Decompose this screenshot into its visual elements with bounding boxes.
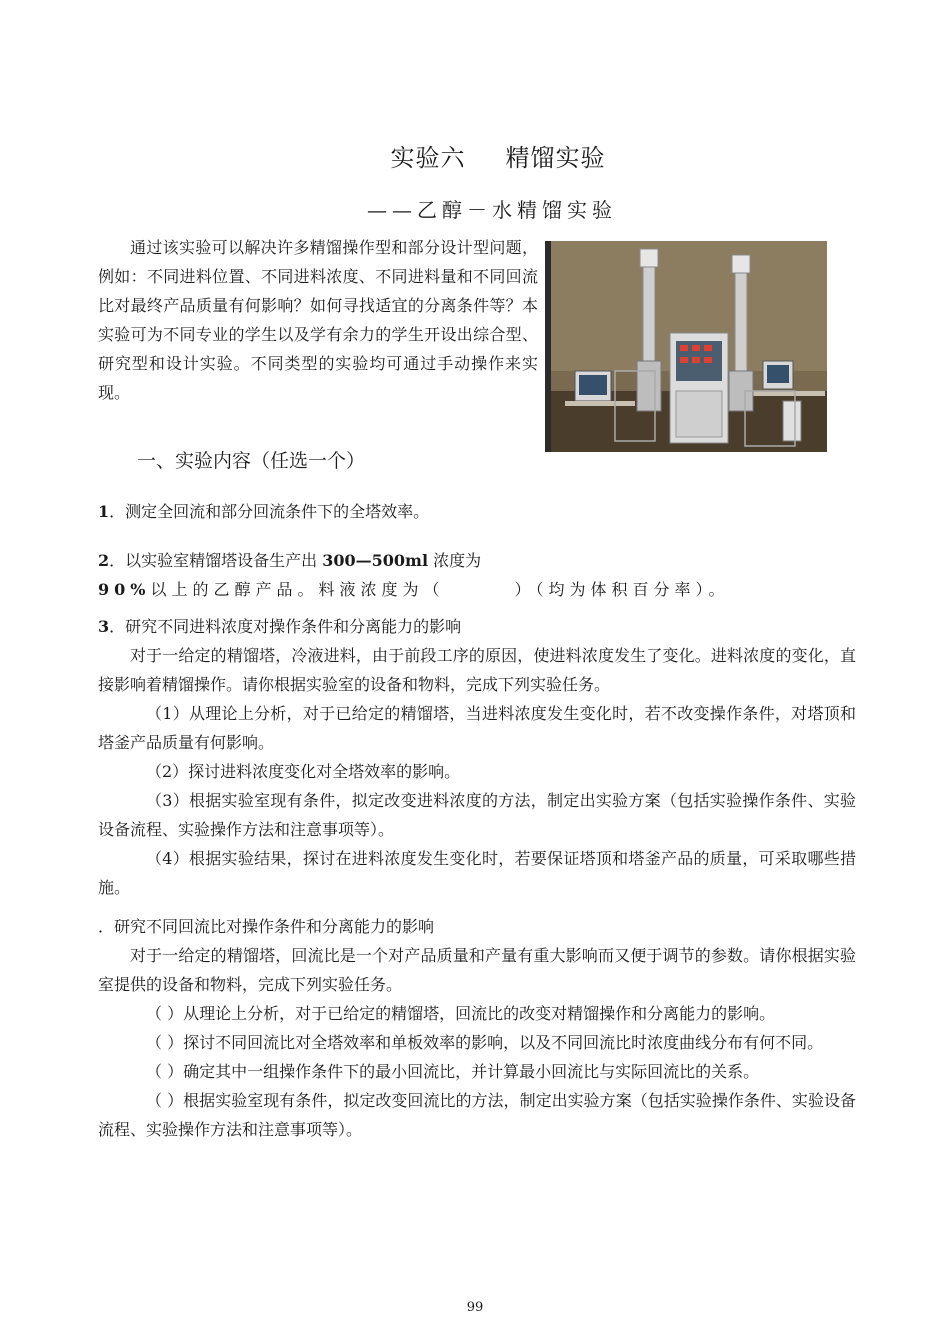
item-2-text-c: 以上的乙醇产品。料液浓度为（ bbox=[150, 580, 445, 599]
intro-paragraph bbox=[98, 233, 538, 407]
title-part1: 实验六 bbox=[390, 144, 466, 172]
item-2 bbox=[98, 546, 856, 604]
item-3-title: ．研究不同进料浓度对操作条件和分离能力的影响 bbox=[109, 617, 462, 636]
item-1 bbox=[98, 497, 856, 526]
item-4 bbox=[98, 912, 856, 1144]
section-heading-experiment-content: 一、实验内容（任选一个） bbox=[137, 450, 366, 472]
item-4-task-1: （ ）从理论上分析，对于已给定的精馏塔，回流比的改变对精馏操作和分离能力的影响。 bbox=[146, 1004, 776, 1023]
item-3-task-4: （4）根据实验结果，探讨在进料浓度发生变化时，若要保证塔顶和塔釜产品的质量，可采取哪些措施。 bbox=[98, 849, 856, 897]
item-1-text: ．测定全回流和部分回流条件下的全塔效率。 bbox=[109, 502, 430, 521]
item-4-title: ．研究不同回流比对操作条件和分离能力的影响 bbox=[98, 917, 435, 936]
item-3-description: 对于一给定的精馏塔，冷液进料，由于前段工序的原因，使进料浓度发生了变化。进料浓度的变化，直接影响着精馏操作。请你根据实验室的设备和物料，完成下列实验任务。 bbox=[98, 646, 856, 694]
item-2-volume: 300—500ml bbox=[322, 551, 429, 570]
item-4-task-4: （ ）根据实验室现有条件，拟定改变回流比的方法，制定出实验方案（包括实验操作条件、实验设备流程、实验操作方法和注意事项等）。 bbox=[98, 1091, 856, 1139]
item-4-description: 对于一给定的精馏塔，回流比是一个对产品质量和产量有重大影响而又便于调节的参数。请你根据实验室提供的设备和物料，完成下列实验任务。 bbox=[98, 946, 856, 994]
item-3-task-2: （2）探讨进料浓度变化对全塔效率的影响。 bbox=[146, 762, 461, 781]
item-2-text-b: 浓度为 bbox=[428, 551, 482, 570]
item-2-text-d: ）（均为体积百分率）。 bbox=[514, 580, 730, 599]
item-2-text-a: ．以实验室精馏塔设备生产出 bbox=[109, 551, 323, 570]
item-2-number: 2 bbox=[98, 551, 110, 570]
intro-text: 通过该实验可以解决许多精馏操作型和部分设计型问题，例如：不同进料位置、不同进料浓度、不同进料量和不同回流比对最终产品质量有何影响？如何寻找适宜的分离条件等？本实验可为不同专业的学生以及学有余力的学生开设出综合型、研究型和设计实验。不同类型的实验均可通过手动操作来实现。 bbox=[98, 238, 538, 402]
distillation-equipment-photo bbox=[545, 241, 827, 452]
item-4-task-2: （ ）探讨不同回流比对全塔效率和单板效率的影响，以及不同回流比时浓度曲线分布有何不同。 bbox=[146, 1033, 824, 1052]
item-2-percent: 90% bbox=[98, 580, 151, 599]
page-title bbox=[0, 138, 950, 173]
page-number: 99 bbox=[466, 1300, 484, 1315]
item-3-task-3: （3）根据实验室现有条件，拟定改变进料浓度的方法，制定出实验方案（包括实验操作条件、实验设备流程、实验操作方法和注意事项等）。 bbox=[98, 791, 856, 839]
item-3 bbox=[98, 612, 856, 902]
title-part2: 精馏实验 bbox=[505, 144, 606, 172]
item-1-number: 1 bbox=[98, 502, 110, 521]
item-3-task-1: （1）从理论上分析，对于已给定的精馏塔，当进料浓度发生变化时，若不改变操作条件，对塔顶和塔釜产品质量有何影响。 bbox=[98, 704, 856, 752]
page-subtitle: ——乙醇－水精馏实验 bbox=[367, 198, 617, 222]
item-3-number: 3 bbox=[98, 617, 110, 636]
item-4-task-3: （ ）确定其中一组操作条件下的最小回流比，并计算最小回流比与实际回流比的关系。 bbox=[146, 1062, 760, 1081]
